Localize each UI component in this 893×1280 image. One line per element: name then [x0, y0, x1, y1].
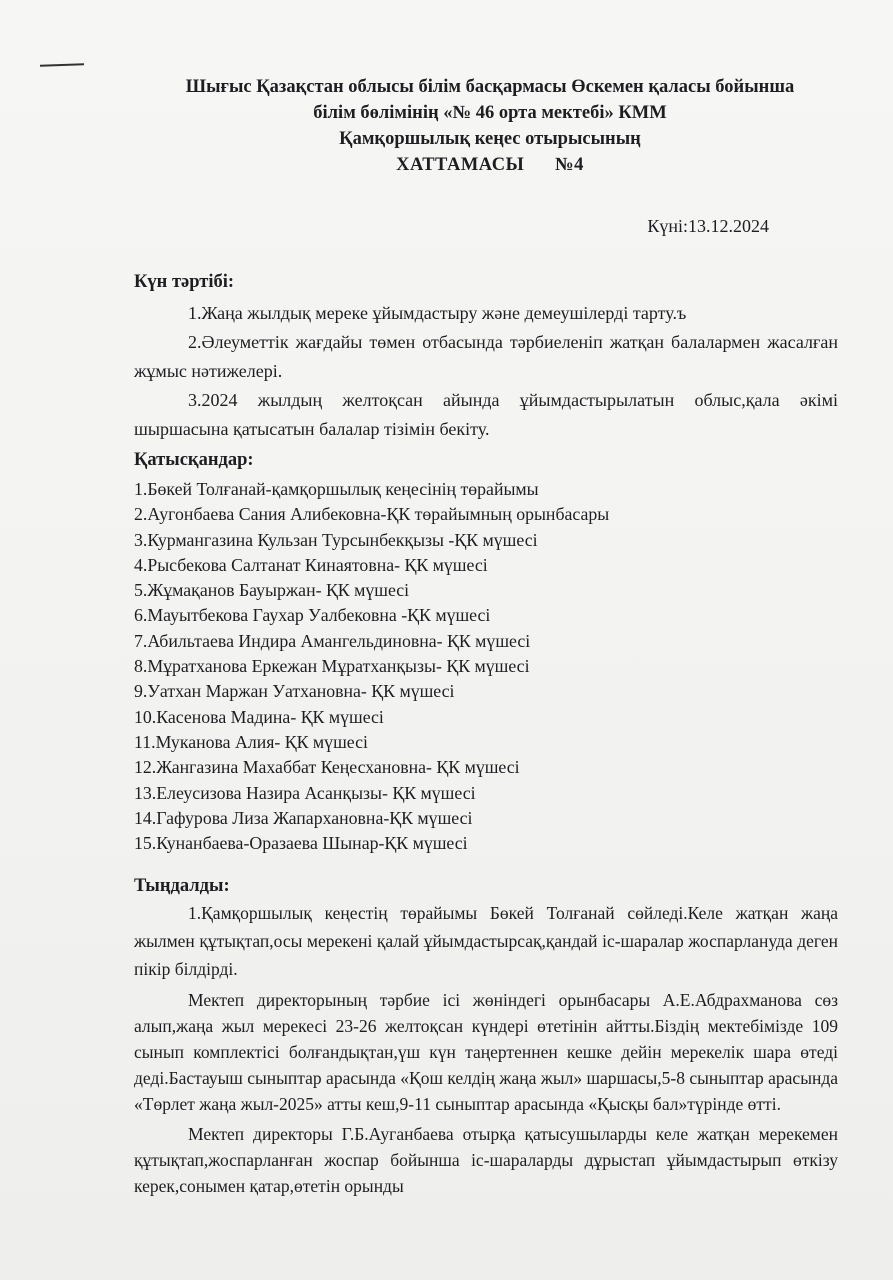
- participant-item: 5.Жұмақанов Бауыржан- ҚК мүшесі: [134, 580, 410, 601]
- agenda-item: 2.Әлеуметтік жағдайы төмен отбасында тәрбиеленіп жатқан балалармен жасалған жұмыс нәтижелері.: [134, 332, 838, 381]
- header-line-2: білім бөлімінің «№ 46 орта мектебі» КММ: [313, 103, 667, 123]
- participant-item: 12.Жангазина Махаббат Кеңесхановна- ҚК мүшесі: [134, 757, 520, 778]
- participant-item: 4.Рысбекова Салтанат Кинаятовна- ҚК мүшесі: [134, 554, 488, 575]
- document-header: [130, 74, 850, 178]
- header-line-4: ХАТТАМАСЫ №4: [396, 155, 584, 175]
- participant-item: 11.Муканова Алия- ҚК мүшесі: [134, 731, 368, 752]
- participant-item: 13.Елеусизова Назира Асанқызы- ҚК мүшесі: [134, 782, 476, 803]
- heard-paragraph: Мектеп директоры Г.Б.Ауганбаева отырқа қатысушыларды келе жатқан мерекемен құтықтап,жоспарланған жоспар бойынша іс-шараларды дұрыстап ұйымдастырып өткізу керек,сонымен қатар,өтетін орынды: [134, 1124, 838, 1196]
- agenda-label: Күн тәртібі:: [134, 272, 235, 292]
- agenda-section: [134, 272, 838, 444]
- heard-label: Тыңдалды:: [134, 876, 230, 896]
- header-line-3: Қамқоршылық кеңес отырысының: [339, 129, 641, 149]
- heard-paragraph: Мектеп директорының тәрбие ісі жөніндегі орынбасары А.Е.Абдрахманова сөз алып,жаңа жыл мерекесі 23-26 желтоқсан күндері өтетінін айтты.Біздің мектебімізде 109 сынып комплектісі болғандықтан,үш күн таңертеннен кешке дейін мерекелік шара өтеді деді.Бастауыш сыныптар арасында «Қош келдің жаңа жыл» шаршасы,5-8 сыныптар арасында «Төрлет жаңа жыл-2025» атты кеш,9-11 сыныптар арасында «Қысқы бал»түрінде өтті.: [134, 990, 838, 1114]
- heard-section: [134, 876, 838, 1199]
- agenda-item: 1.Жаңа жылдық мереке ұйымдастыру және демеушілерді тарту.ъ: [188, 303, 687, 323]
- participant-item: 1.Бөкей Толғанай-қамқоршылық кеңесінің төрайымы: [134, 479, 539, 499]
- participants-section: [134, 450, 838, 856]
- participants-label: Қатысқандар:: [134, 450, 254, 470]
- participant-item: 15.Кунанбаева-Оразаева Шынар-ҚК мүшесі: [134, 833, 468, 854]
- participant-item: 3.Курмангазина Кульзан Турсынбекқызы -ҚК мүшесі: [134, 529, 538, 550]
- participant-item: 7.Абильтаева Индира Амангельдиновна- ҚК мүшесі: [134, 630, 531, 651]
- participant-item: 9.Уатхан Маржан Уатхановна- ҚК мүшесі: [134, 681, 455, 702]
- participant-item: 8.Мұратханова Еркежан Мұратханқызы- ҚК мүшесі: [134, 656, 530, 677]
- participant-item: 10.Касенова Мадина- ҚК мүшесі: [134, 706, 384, 727]
- document-date: Күні:13.12.2024: [647, 216, 769, 236]
- participant-item: 6.Мауытбекова Гаухар Уалбековна -ҚК мүшесі: [134, 605, 491, 626]
- header-line-1: Шығыс Қазақстан облысы білім басқармасы Өскемен қаласы бойынша: [185, 77, 795, 97]
- participant-item: 14.Гафурова Лиза Жапархановна-ҚК мүшесі: [134, 807, 473, 828]
- heard-paragraph: 1.Қамқоршылық кеңестің төрайымы Бөкей Толғанай сөйледі.Келе жатқан жаңа жылмен құтықтап,осы мерекені қалай ұйымдастырсақ,қандай іс-шаралар жоспарлануда деген пікір білдірді.: [134, 903, 838, 979]
- participants-list: [134, 477, 838, 856]
- participant-item: 2.Аугонбаева Сания Алибековна-ҚК төрайымның орынбасары: [134, 504, 610, 525]
- pen-mark: [40, 63, 84, 67]
- agenda-item: 3.2024 жылдың желтоқсан айында ұйымдастырылатын облыс,қала әкімі шыршасына қатысатын балалар тізімін бекіту.: [134, 390, 838, 439]
